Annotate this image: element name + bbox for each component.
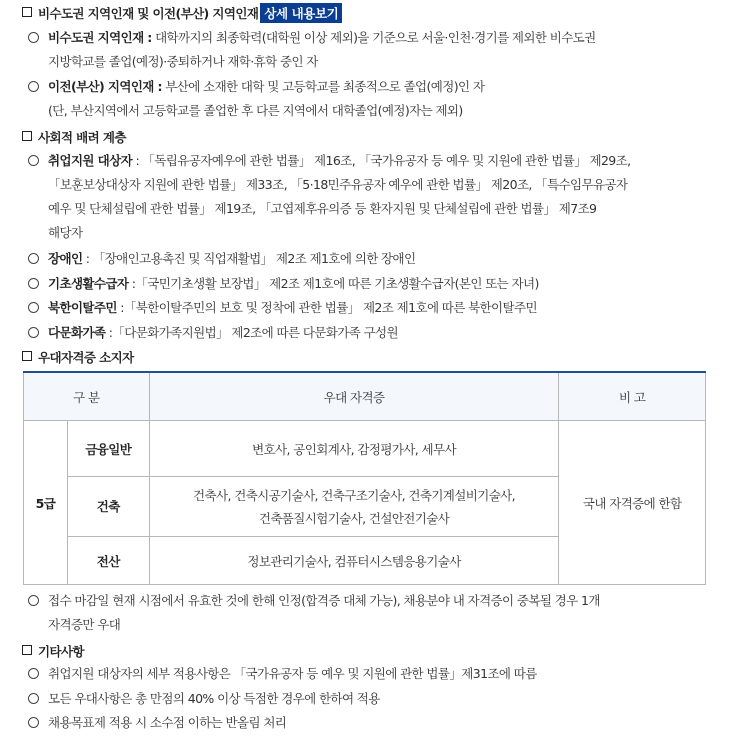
square-bullet-icon: [22, 645, 32, 655]
certs-cell: 정보관리기술사, 컴퓨터시스템응용기술사: [149, 537, 559, 585]
circle-bullet-icon: [28, 278, 39, 289]
remarks-cell: 국내 자격증에 한함: [559, 421, 706, 585]
list-item-etc: 모든 우대사항은 총 만점의 40% 이상 득점한 경우에 한하여 적용: [28, 687, 718, 711]
detail-view-button[interactable]: 상세 내용보기: [260, 3, 342, 23]
square-bullet-icon: [22, 7, 32, 17]
square-bullet-icon: [22, 351, 32, 361]
list-item-disabled: 장애인 : 「장애인고용촉진 및 직업재활법」 제2조 제1호에 의한 장애인: [28, 247, 718, 271]
circle-bullet-icon: [28, 81, 39, 92]
section-title-etc: 기타사항: [22, 642, 84, 660]
list-item-veterans: 취업지원 대상자 : 「독립유공자예우에 관한 법률」 제16조, 「국가유공자 등 예우 및 지원에 관한 법률」 제29조, 「보훈보상대상자 지원에 관한 법률」 제33조, 「5·18민주유공자 예우에 관한 법률」 제20조, 「특수임무유공자 예우 및 단체설립에 관한 법률」 제19조, 「고엽제후유의증 등 환자지원 및 단체설립에 관한 법률」 제7조9 해당자: [28, 149, 718, 245]
grade-cell: 5급: [24, 421, 68, 585]
header-category: 구 분: [24, 372, 150, 421]
list-item-busan: 이전(부산) 지역인재 : 부산에 소재한 대학 및 고등학교를 최종적으로 졸업(예정)인 자 (단, 부산지역에서 고등학교를 졸업한 후 다른 지역에서 대학졸업(예정)자는 제외): [28, 75, 718, 123]
certificate-table: [23, 371, 706, 585]
list-item-etc: 취업지원 대상자의 세부 적용사항은 「국가유공자 등 예우 및 지원에 관한 법률」제31조에 따름: [28, 662, 718, 686]
circle-bullet-icon: [28, 32, 39, 43]
certs-cell: 건축사, 건축시공기술사, 건축구조기술사, 건축기계설비기술사, 건축품질시험기술사, 건설안전기술사: [149, 477, 559, 537]
circle-bullet-icon: [28, 327, 39, 338]
category-cell: 전산: [67, 537, 149, 585]
section-title-social: 사회적 배려 계층: [22, 128, 126, 146]
list-item-etc: 채용목표제 적용 시 소수점 이하는 반올림 처리: [28, 711, 718, 735]
circle-bullet-icon: [28, 693, 39, 704]
list-item-cert-note: 접수 마감일 현재 시점에서 유효한 것에 한해 인정(합격증 대체 가능), 채용분야 내 자격증이 중복될 경우 1개 자격증만 우대: [28, 589, 718, 637]
table-row: [24, 421, 706, 477]
header-certificates: 우대 자격증: [149, 372, 559, 421]
certs-cell: 변호사, 공인회계사, 감정평가사, 세무사: [149, 421, 559, 477]
category-cell: 건축: [67, 477, 149, 537]
list-item-multicultural: 다문화가족 :「다문화가족지원법」 제2조에 따른 다문화가족 구성원: [28, 321, 718, 345]
circle-bullet-icon: [28, 302, 39, 313]
list-item-noncapital: 비수도권 지역인재 : 대학까지의 최종학력(대학원 이상 제외)을 기준으로 서울·인천·경기를 제외한 비수도권 지방학교를 졸업(예정)·중퇴하거나 재학·휴학 중인 자: [28, 26, 718, 74]
section-title-certificates: 우대자격증 소지자: [22, 348, 134, 366]
category-cell: 금융일반: [67, 421, 149, 477]
section-title-regional: 비수도권 지역인재 및 이전(부산) 지역인재 상세 내용보기: [22, 3, 342, 23]
circle-bullet-icon: [28, 155, 39, 166]
circle-bullet-icon: [28, 668, 39, 679]
circle-bullet-icon: [28, 717, 39, 728]
header-remarks: 비 고: [559, 372, 706, 421]
square-bullet-icon: [22, 131, 32, 141]
list-item-defector: 북한이탈주민 :「북한이탈주민의 보호 및 정착에 관한 법률」 제2조 제1호에 따른 북한이탈주민: [28, 296, 718, 320]
circle-bullet-icon: [28, 253, 39, 264]
list-item-basic-livelihood: 기초생활수급자 :「국민기초생활 보장법」 제2조 제1호에 따른 기초생활수급자(본인 또는 자녀): [28, 272, 718, 296]
circle-bullet-icon: [28, 595, 39, 606]
